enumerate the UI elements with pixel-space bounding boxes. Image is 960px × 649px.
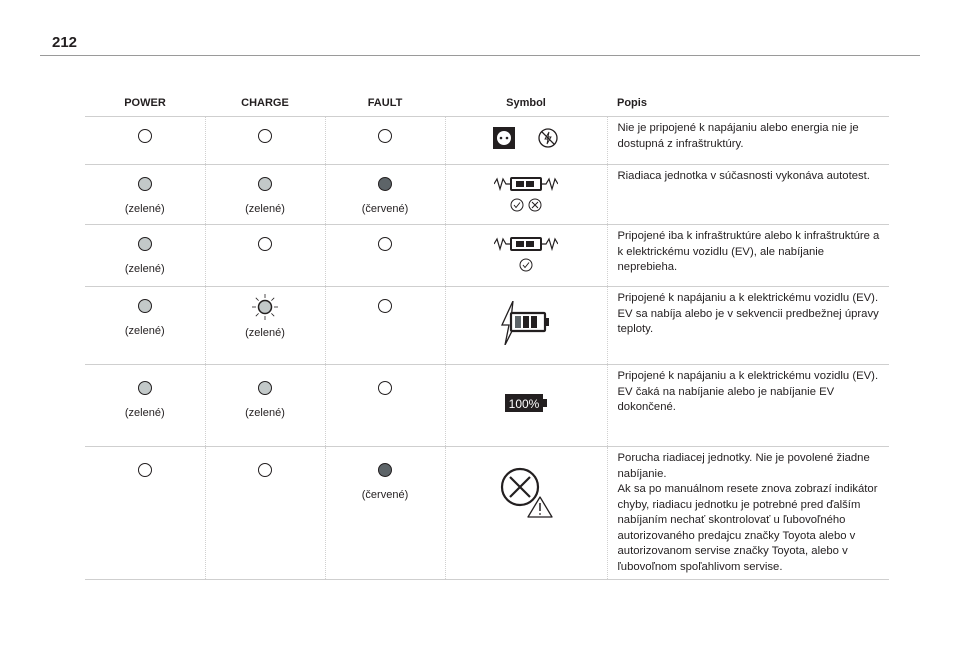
header-power: POWER xyxy=(85,90,205,117)
table-row xyxy=(85,365,889,447)
power-cell xyxy=(85,287,205,365)
battery-percentage-label: 100% xyxy=(508,397,540,411)
power-indicator-off xyxy=(138,463,152,477)
header-charge: CHARGE xyxy=(205,90,325,117)
symbol-cell xyxy=(445,117,607,165)
charge-cell xyxy=(205,225,325,287)
symbol-cell xyxy=(445,365,607,447)
header-divider xyxy=(40,55,920,56)
charge-indicator-off xyxy=(258,237,272,251)
page-number: 212 xyxy=(52,34,78,51)
charge-indicator-green xyxy=(258,177,272,191)
power-color-label: (zelené) xyxy=(124,263,165,275)
fault-cell xyxy=(325,287,445,365)
power-indicator-green xyxy=(138,237,152,251)
table-row xyxy=(85,225,889,287)
fault-indicator-off xyxy=(378,299,392,313)
description-cell: Nie je pripojené k napájaniu alebo energia nie je dostupná z infraštruktúry. xyxy=(607,117,889,165)
description-cell: Porucha riadiacej jednotky. Nie je povolené žiadne nabíjanie. Ak sa po manuálnom resete znova zobrazí indikátor chyby, riadiacu jednotku je potrebné pred ďalším nabíjaním nechať skontrolovať u ľubovoľného autorizovaného predajcu značky Toyota alebo v autorizovanom servise značky Toyota, alebo v ľubovoľnom spoľahlivom servise. xyxy=(607,447,889,580)
fault-indicator-off xyxy=(378,237,392,251)
power-color-label: (zelené) xyxy=(124,203,165,215)
charge-indicator-green xyxy=(258,381,272,395)
charge-color-label: (zelené) xyxy=(245,407,285,419)
symbol-cell xyxy=(445,165,607,225)
description-cell: Pripojené k napájaniu a k elektrickému vozidlu (EV). EV sa nabíja alebo je v sekvencii predbežnej úpravy teploty. xyxy=(607,287,889,365)
indicator-table xyxy=(85,90,889,580)
table-row xyxy=(85,287,889,365)
check-circle-icon xyxy=(510,198,524,212)
power-indicator-green xyxy=(138,299,152,313)
symbol-cell xyxy=(445,225,607,287)
charge-cell xyxy=(205,165,325,225)
power-cell xyxy=(85,225,205,287)
power-color-label: (zelené) xyxy=(124,325,165,337)
fault-cell xyxy=(325,447,445,580)
charging-battery-icon xyxy=(499,301,553,345)
power-outlet-icon xyxy=(493,127,515,149)
charge-color-label: (zelené) xyxy=(245,327,285,339)
charge-cell xyxy=(205,117,325,165)
table-row xyxy=(85,165,889,225)
header-fault: FAULT xyxy=(325,90,445,117)
fault-indicator-off xyxy=(378,129,392,143)
power-indicator-green xyxy=(138,381,152,395)
power-cell xyxy=(85,365,205,447)
fault-indicator-off xyxy=(378,381,392,395)
charge-cell xyxy=(205,447,325,580)
fault-cell xyxy=(325,365,445,447)
table-header-row xyxy=(85,90,889,117)
charge-indicator-off xyxy=(258,129,272,143)
power-cell xyxy=(85,447,205,580)
fault-cell xyxy=(325,117,445,165)
check-circle-icon xyxy=(519,258,533,272)
power-color-label: (zelené) xyxy=(124,407,165,419)
power-indicator-off xyxy=(138,129,152,143)
charge-cell xyxy=(205,365,325,447)
power-cell xyxy=(85,117,205,165)
fault-cell xyxy=(325,165,445,225)
blinking-indicator-icon xyxy=(251,293,279,321)
table-row xyxy=(85,117,889,165)
header-symbol: Symbol xyxy=(445,90,607,117)
fault-warning-icon xyxy=(496,463,556,519)
description-cell: Pripojené k napájaniu a k elektrickému vozidlu (EV). EV čaká na nabíjanie alebo je nabíjanie EV dokončené. xyxy=(607,365,889,447)
table-row xyxy=(85,447,889,580)
description-cell: Riadiaca jednotka v súčasnosti vykonáva autotest. xyxy=(607,165,889,225)
fault-color-label: (červené) xyxy=(361,489,409,501)
power-cell xyxy=(85,165,205,225)
fault-color-label: (červené) xyxy=(361,203,409,215)
fault-indicator-red xyxy=(378,177,392,191)
description-cell: Pripojené iba k infraštruktúre alebo k infraštruktúre a k elektrickému vozidlu (EV), ale nabíjanie neprebieha. xyxy=(607,225,889,287)
header-description: Popis xyxy=(607,90,889,117)
symbol-cell xyxy=(445,287,607,365)
charge-cell xyxy=(205,287,325,365)
cable-battery-icon xyxy=(494,175,558,193)
fault-cell xyxy=(325,225,445,287)
no-power-icon xyxy=(537,127,559,149)
power-indicator-green xyxy=(138,177,152,191)
full-battery-icon xyxy=(505,393,547,413)
charge-color-label: (zelené) xyxy=(245,203,285,215)
fault-indicator-red xyxy=(378,463,392,477)
symbol-cell xyxy=(445,447,607,580)
cable-battery-icon xyxy=(494,235,558,253)
cross-circle-icon xyxy=(528,198,542,212)
charge-indicator-off xyxy=(258,463,272,477)
